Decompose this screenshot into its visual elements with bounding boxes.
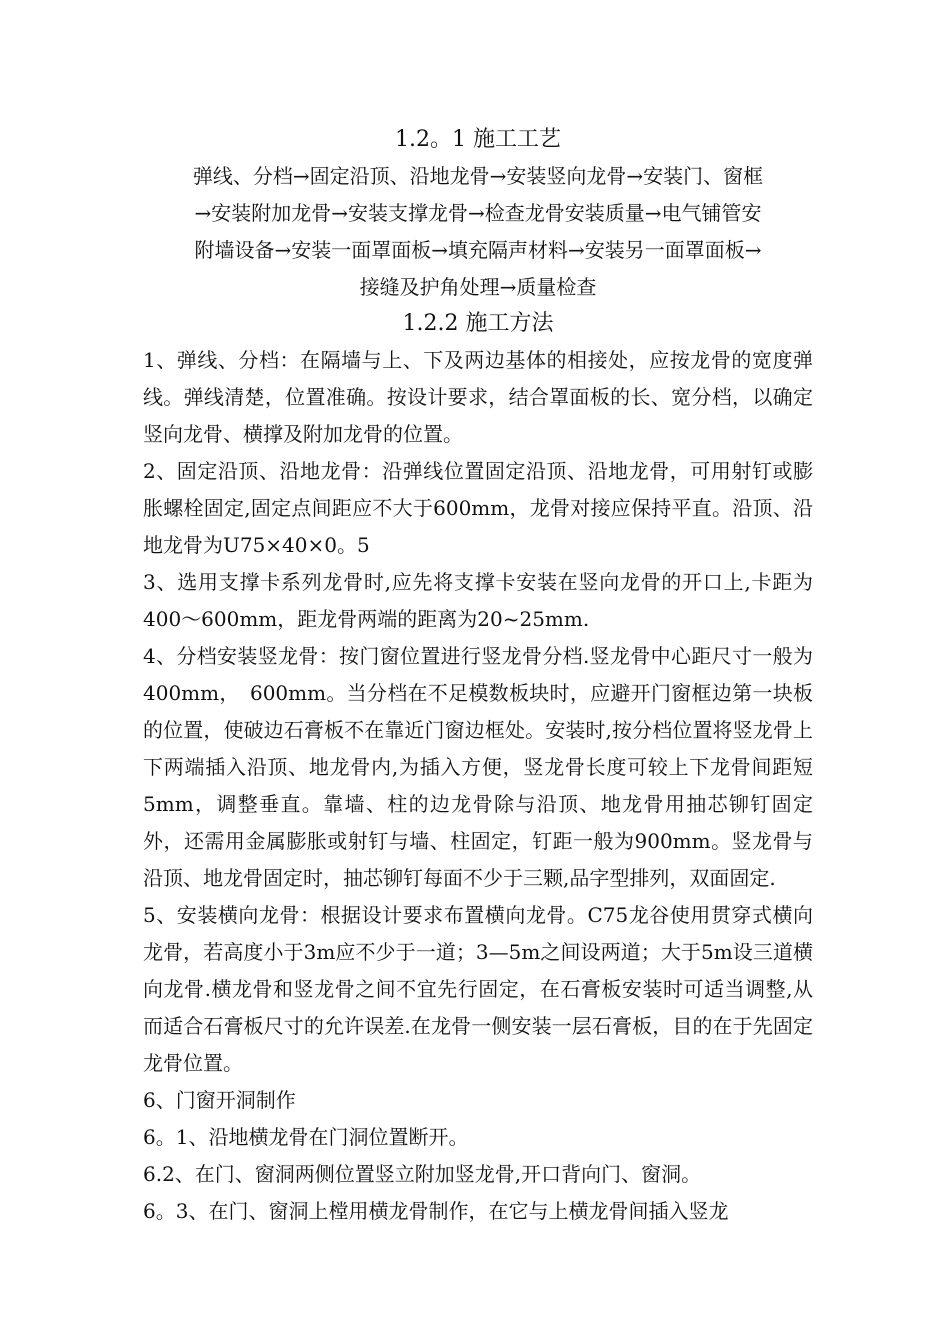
document-body: [143, 122, 813, 1230]
section-heading-construction-method: 1.2.2 施工方法: [402, 311, 554, 336]
paragraph-6-3: 6。3、在门、窗洞上樘用横龙骨制作，在它与上横龙骨间插入竖龙: [143, 1199, 729, 1223]
paragraph-4: 4、分档安装竖龙骨：按门窗位置进行竖龙骨分档.竖龙骨中心距尺寸一般为400mm， 600mm。当分档在不足模数板块时，应避开门窗框边第一块板的位置，使破边石膏板不在靠近门窗边框处。安装时,按分档位置将竖龙骨上下两端插入沿顶、地龙骨内,为插入方便，竖龙骨长度可较上下龙骨间距短5mm，调整垂直。靠墙、柱的边龙骨除与沿顶、地龙骨用抽芯铆钉固定外，还需用金属膨胀或射钉与墙、柱固定，钉距一般为900mm。竖龙骨与沿顶、地龙骨固定时，抽芯铆钉每面不少于三颗,品字型排列，双面固定.: [143, 644, 813, 890]
paragraph-2: 2、固定沿顶、沿地龙骨：沿弹线位置固定沿顶、沿地龙骨，可用射钉或膨胀螺栓固定,固定点间距应不大于600mm，龙骨对接应保持平直。沿顶、沿地龙骨为U75×40×0。5: [143, 459, 813, 557]
section-heading-construction-process: 1.2。1 施工工艺: [395, 127, 561, 152]
process-flow-line-2: →安装附加龙骨→安装支撑龙骨→检查龙骨安装质量→电气铺管安: [194, 201, 762, 225]
paragraph-6: 6、门窗开洞制作: [143, 1088, 296, 1112]
paragraph-3: 3、选用支撑卡系列龙骨时,应先将支撑卡安装在竖向龙骨的开口上,卡距为400～600mm，距龙骨两端的距离为20~25mm.: [143, 570, 813, 631]
process-flow-line-3: 附墙设备→安装一面罩面板→填充隔声材料→安装另一面罩面板→: [194, 238, 762, 262]
process-flow-line-1: 弹线、分档→固定沿顶、沿地龙骨→安装竖向龙骨→安装门、窗框: [192, 164, 764, 188]
paragraph-5: 5、安装横向龙骨：根据设计要求布置横向龙骨。C75龙谷使用贯穿式横向龙骨，若高度小于3m应不少于一道；3—5m之间设两道；大于5m设三道横向龙骨.横龙骨和竖龙骨之间不宜先行固定，在石膏板安装时可适当调整,从而适合石膏板尺寸的允许误差.在龙骨一侧安装一层石膏板，目的在于先固定龙骨位置。: [143, 903, 813, 1075]
paragraph-6-1: 6。1、沿地横龙骨在门洞位置断开。: [143, 1125, 469, 1149]
paragraph-6-2: 6.2、在门、窗洞两侧位置竖立附加竖龙骨,开口背向门、窗洞。: [143, 1162, 702, 1186]
process-flow-line-4: 接缝及护角处理→质量检查: [359, 275, 597, 299]
paragraph-1: 1、弹线、分档：在隔墙与上、下及两边基体的相接处，应按龙骨的宽度弹线。弹线清楚，位置准确。按设计要求，结合罩面板的长、宽分档，以确定竖向龙骨、横撑及附加龙骨的位置。: [143, 348, 813, 446]
